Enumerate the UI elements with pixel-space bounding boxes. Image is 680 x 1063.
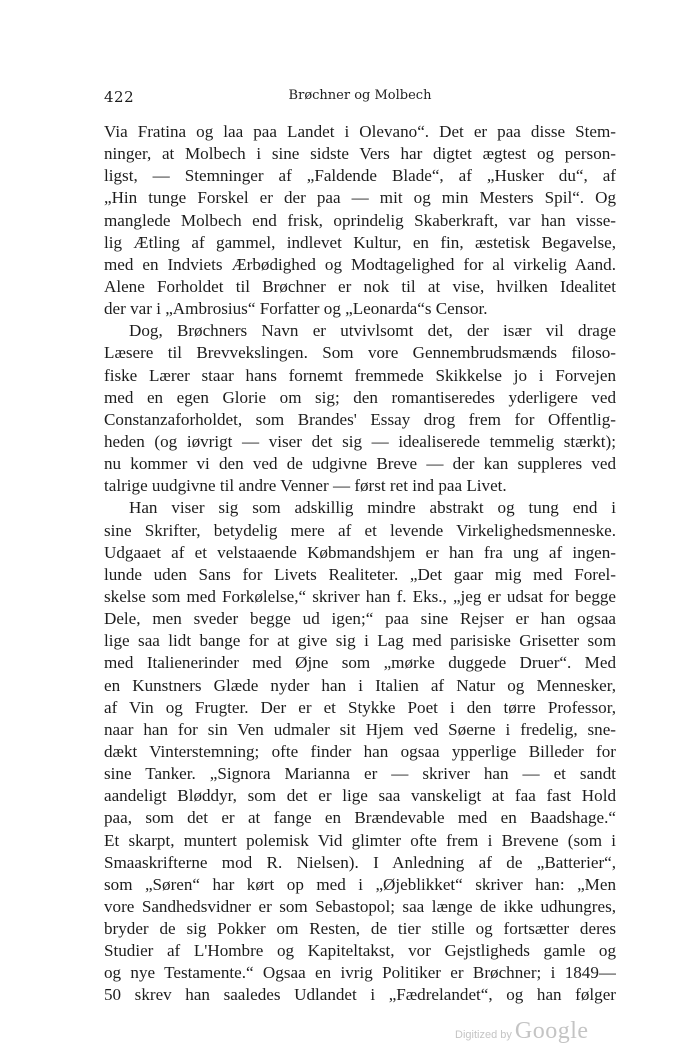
text-line: Dog, Brøchners Navn er utvivlsomt det, der især vil drage <box>129 321 616 341</box>
text-line: og nye Testamente.“ Ogsaa en ivrig Politiker er Brøchner; i 1849— <box>104 963 616 983</box>
text-line: bryder de sig Pokker om Resten, de tier stille og fortsætter deres <box>104 919 616 939</box>
text-line: Et skarpt, muntert polemisk Vid glimter ofte frem i Brevene (som i <box>104 830 616 850</box>
paragraph-2 <box>104 320 616 497</box>
text-line: heden (og iøvrigt — viser det sig — idealiserede temmelig stærkt); <box>104 431 616 451</box>
text-line: nu kommer vi den ved de udgivne Breve — der kan suppleres ved <box>104 454 616 474</box>
text-line: af Vin og Frugter. Der er et Stykke Poet i den tørre Professor, <box>104 697 616 717</box>
page-number: 422 <box>104 88 135 106</box>
text-line: ninger, at Molbech i sine sidste Vers har digtet ægtest og person- <box>104 144 616 164</box>
text-line: Constanzaforholdet, som Brandes' Essay drog frem for Offentlig- <box>104 409 616 429</box>
text-line: sine Skrifter, betydelig mere af et levende Virkelighedsmenneske. <box>104 520 616 540</box>
text-line: Han viser sig som adskillig mindre abstrakt og tung end i <box>129 498 616 518</box>
paragraph-3 <box>104 497 616 1006</box>
text-line: Studier af L'Hombre og Kapiteltakst, vor Gejstligheds gamle og <box>104 941 616 961</box>
text-line: lunde uden Sans for Livets Realiteter. „Det gaar mig med Forel- <box>104 564 616 584</box>
body-text <box>104 121 616 1007</box>
text-line: ligst, — Stemninger af „Faldende Blade“, af „Husker du“, af <box>104 166 616 186</box>
text-line: Udgaaet af et velstaaende Købmandshjem er han fra ung af ingen- <box>104 542 616 562</box>
text-line: en Kunstners Glæde nyder han i Italien af Natur og Mennesker, <box>104 675 616 695</box>
text-line: med en Indviets Ærbødighed og Modtagelighed for al virkelig Aand. <box>104 254 616 274</box>
text-line: med en egen Glorie om sig; den romantiseredes yderligere ved <box>104 387 616 407</box>
text-line: som „Søren“ har kørt op med i „Øjeblikket“ skriver han: „Men <box>104 874 616 894</box>
text-line: lige saa lidt bange for at give sig i Lag med parisiske Grisetter som <box>104 631 616 651</box>
text-line: Via Fratina og laa paa Landet i Olevano“. Det er paa disse Stem- <box>104 122 616 141</box>
paragraph-1 <box>104 121 616 320</box>
text-line: „Hin tunge Forskel er der paa — mit og min Mesters Spil“. Og <box>104 188 616 208</box>
text-line: der var i „Ambrosius“ Forfatter og „Leonarda“s Censor. <box>104 299 488 319</box>
text-line: med Italienerinder med Øjne som „mørke duggede Druer“. Med <box>104 653 616 673</box>
text-line: vore Sandhedsvidner er som Sebastopol; saa længe de ikke udhungres, <box>104 896 616 916</box>
text-line: sine Tanker. „Signora Marianna er — skriver han — et sandt <box>104 764 616 784</box>
text-line: Læsere til Brevvekslingen. Som vore Gennembrudsmænds filoso- <box>104 343 616 363</box>
text-line: skelse som med Forkølelse,“ skriver han f. Eks., „jeg er udsat for begge <box>104 586 616 606</box>
text-line: 50 skrev han saaledes Udlandet i „Fædrelandet“, og han følger <box>104 985 616 1005</box>
running-title: Brøchner og Molbech <box>288 88 432 103</box>
text-line: dækt Vinterstemning; ofte finder han ogsaa ypperlige Billeder for <box>104 741 616 761</box>
text-line: Dele, men sveder begge ud igen;“ paa sine Rejser er han ogsaa <box>104 609 616 629</box>
watermark-prefix: Digitized by <box>455 1029 512 1041</box>
google-watermark <box>455 1018 589 1048</box>
text-line: talrige uudgivne til andre Venner — først ret ind paa Livet. <box>104 476 507 496</box>
text-line: Smaaskrifterne mod R. Nielsen). I Anledning af de „Batterier“, <box>104 852 616 872</box>
text-line: lig Ætling af gammel, indlevet Kultur, en fin, æstetisk Begavelse, <box>104 232 616 252</box>
text-line: paa, som det er at fange en Brændevable med en Baadshage.“ <box>104 808 616 828</box>
text-line: naar han for sin Ven udmaler sit Hjem ved Søerne i fredelig, sne- <box>104 719 616 739</box>
page-header <box>104 88 616 110</box>
text-line: aandeligt Bløddyr, som det er lige saa vanskeligt at faa fast Hold <box>104 786 616 806</box>
google-logo: Google <box>514 1018 589 1044</box>
text-line: fiske Lærer staar hans fornemt fremmede Skikkelse jo i Forvejen <box>104 365 616 385</box>
text-line: Alene Forholdet til Brøchner er nok til at vise, hvilken Idealitet <box>104 276 616 296</box>
text-line: manglede Molbech end frisk, oprindelig Skaberkraft, var han visse- <box>104 210 616 230</box>
